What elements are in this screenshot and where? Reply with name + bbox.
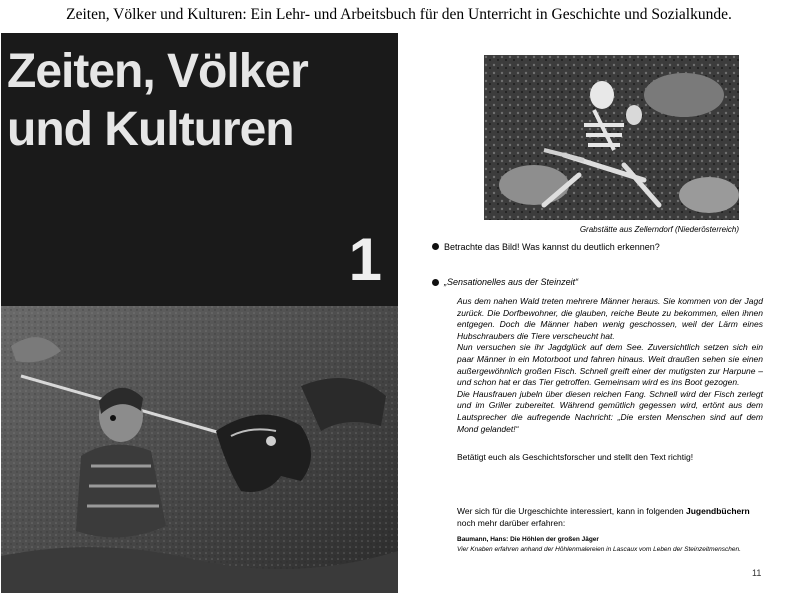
question-1: Betrachte das Bild! Was kannst du deutlich erkennen? [444,242,660,252]
book-description: Vier Knaben erfahren anhand der Höhlenmalereien in Lascaux vom Leben der Steinzeitmenschen. [457,546,741,553]
books-intro-start: Wer sich für die Urgeschichte interessiert, kann in folgenden [457,506,686,516]
grave-photo [484,55,739,220]
question-2: „Sensationelles aus der Steinzeit“ [444,277,579,287]
cover-mosaic-image [1,306,398,593]
photo-caption: Grabstätte aus Zellerndorf (Niederösterreich) [579,225,739,234]
bullet-2 [432,279,439,286]
story-paragraph-1: Aus dem nahen Wald treten mehrere Männer heraus. Sie kommen von der Jagd zurück. Die Dorfbewohner, die glauben, reiche Beute zu bekommen, eilen ihnen entgegen. Doch die Männer haben wenig geschossen, weil der Lärm eines Hubschraubers die Tiere verscheucht hat. [457,296,763,341]
cover-title-line2: und Kulturen [7,103,294,156]
books-intro-bold: Jugendbüchern [686,506,750,516]
story-text [457,296,763,435]
story-paragraph-3: Die Hausfrauen jubeln über diesen reichen Fang. Schnell wird der Fisch zerlegt und im Griller zubereitet. Während gemütlich gegessen wird, ertönt aus dem Lautsprecher die aufregende Nachricht: „Die ersten Menschen sind auf dem Mond gelandet!“ [457,388,763,434]
book-author: Baumann, Hans: Die Höhlen der großen Jäger [457,536,599,543]
cover-title-line1: Zeiten, Völker [7,45,308,98]
cover-title [7,43,308,159]
page-caption: Zeiten, Völker und Kulturen: Ein Lehr- und Arbeitsbuch für den Unterricht in Geschichte und Sozialkunde. [66,6,732,23]
books-intro [457,505,763,529]
task-instruction: Betätigt euch als Geschichtsforscher und stellt den Text richtig! [457,452,694,462]
book-cover [1,33,398,593]
books-intro-end: noch mehr darüber erfahren: [457,518,566,528]
page-number: 11 [752,568,762,578]
story-paragraph-2: Nun versuchen sie ihr Jagdglück auf dem See. Zuversichtlich setzen sich ein paar Männer in ein Motorboot und fahren hinaus. Weit draußen sehen sie einen außergewöhnlich großen Fisch. Schnell greift einer der mutigsten zur Harpune – und schon hat er das Tier getroffen. Gemeinsam wird es ins Boot gezogen. [457,342,763,388]
cover-volume-number: 1 [348,226,382,293]
bullet-1 [432,243,439,250]
